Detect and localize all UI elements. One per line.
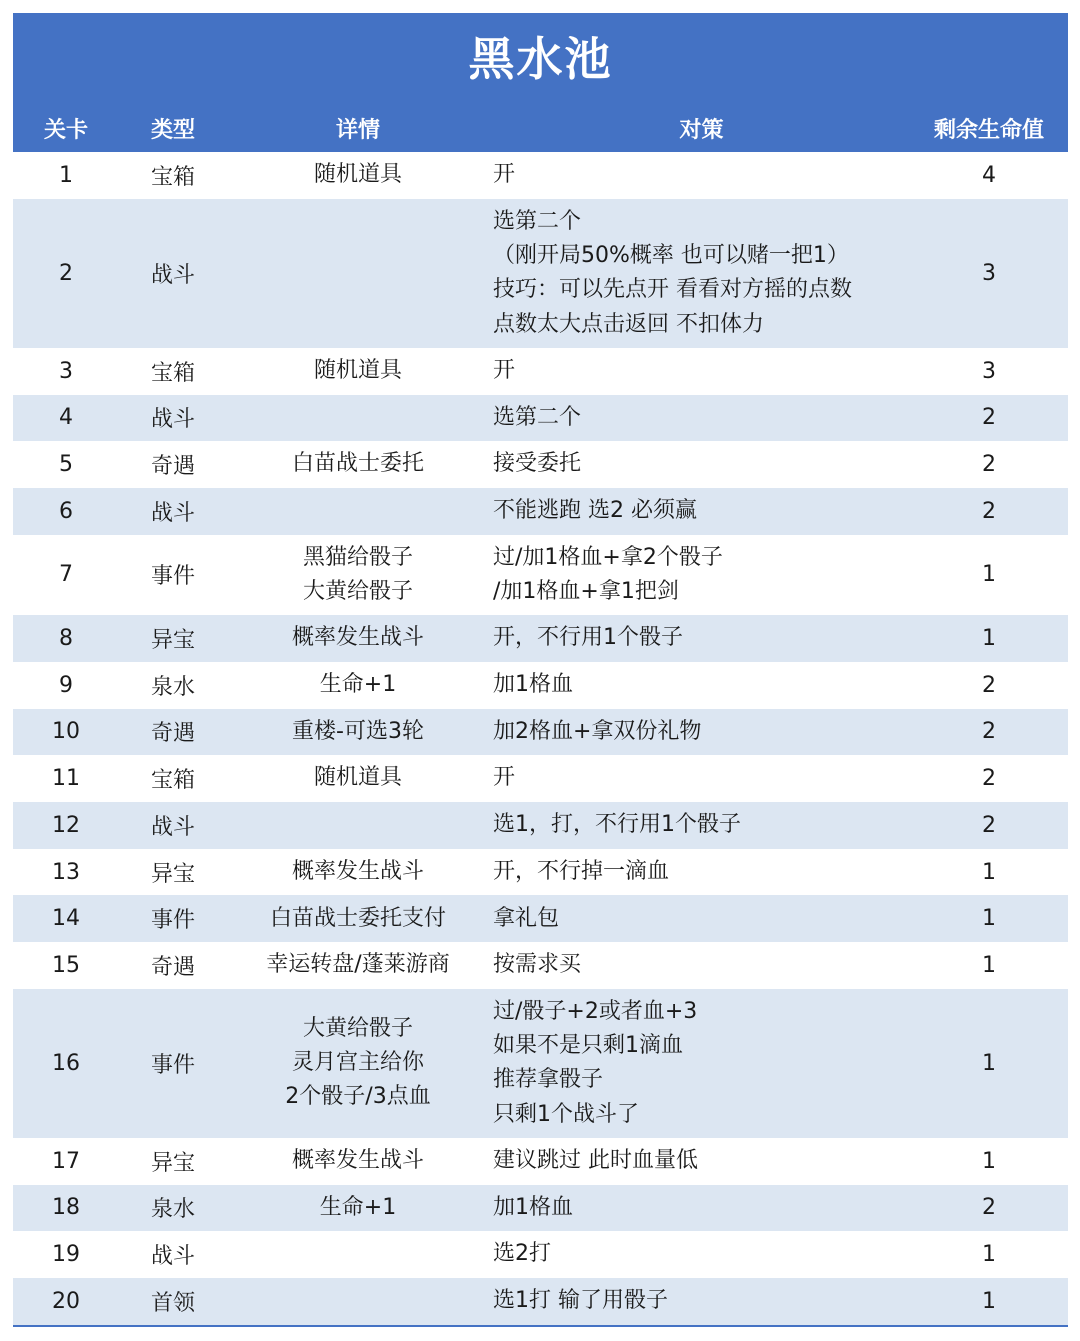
cell-plan bbox=[489, 662, 910, 709]
cell-plan bbox=[489, 1185, 910, 1232]
cell-plan bbox=[489, 802, 910, 849]
cell-level: 4 bbox=[59, 405, 73, 431]
cell-level: 5 bbox=[59, 452, 73, 478]
cell-hp: 3 bbox=[982, 358, 996, 384]
table-row bbox=[13, 942, 1068, 989]
cell-detail bbox=[227, 615, 489, 662]
plan-line: 选1，打，不行用1个骰子 bbox=[493, 812, 741, 838]
plan-line: 加2格血+拿双份礼物 bbox=[493, 718, 702, 744]
detail-line: 概率发生战斗 bbox=[291, 1148, 424, 1174]
plan-line: 技巧：可以先点开 看看对方摇的点数 bbox=[493, 277, 852, 303]
cell-detail bbox=[227, 895, 489, 942]
cell-plan bbox=[489, 1138, 910, 1185]
detail-line: 随机道具 bbox=[313, 765, 402, 791]
plan-line: 接受委托 bbox=[493, 451, 582, 477]
table-body bbox=[13, 152, 1068, 1325]
detail-line: 白苗战士委托 bbox=[291, 451, 424, 477]
header-detail: 详情 bbox=[335, 118, 380, 143]
cell-detail bbox=[227, 1231, 489, 1278]
plan-line: 按需求买 bbox=[493, 952, 582, 978]
header-hp: 剩余生命值 bbox=[933, 118, 1044, 143]
cell-hp: 1 bbox=[982, 562, 996, 588]
table-header bbox=[13, 105, 1068, 152]
header-type: 类型 bbox=[150, 118, 195, 143]
cell-plan bbox=[489, 535, 910, 616]
table-row bbox=[13, 152, 1068, 199]
cell-type: 奇遇 bbox=[150, 454, 195, 480]
detail-line: 幸运转盘/蓬莱游商 bbox=[266, 952, 450, 978]
cell-hp: 1 bbox=[982, 1242, 996, 1268]
cell-detail bbox=[227, 441, 489, 488]
cell-level: 16 bbox=[52, 1050, 80, 1076]
cell-plan bbox=[489, 989, 910, 1138]
cell-hp: 2 bbox=[982, 405, 996, 431]
detail-line: 重楼-可选3轮 bbox=[292, 718, 424, 744]
cell-plan bbox=[489, 199, 910, 348]
plan-line: 推荐拿骰子 bbox=[493, 1067, 604, 1093]
cell-level: 3 bbox=[59, 358, 73, 384]
plan-line: 点数太大点击返回 不扣体力 bbox=[493, 311, 764, 337]
detail-line: 大黄给骰子 bbox=[302, 1015, 413, 1041]
cell-detail bbox=[227, 802, 489, 849]
table-row bbox=[13, 755, 1068, 802]
table-row bbox=[13, 989, 1068, 1138]
plan-line: 不能逃跑 选2 必须赢 bbox=[493, 498, 697, 524]
cell-hp: 3 bbox=[982, 260, 996, 286]
cell-level: 1 bbox=[59, 162, 73, 188]
cell-detail bbox=[227, 662, 489, 709]
cell-detail bbox=[227, 199, 489, 348]
cell-hp: 2 bbox=[982, 452, 996, 478]
table-row bbox=[13, 802, 1068, 849]
cell-type: 宝箱 bbox=[150, 768, 195, 794]
cell-type: 宝箱 bbox=[150, 360, 195, 386]
cell-type: 异宝 bbox=[150, 1150, 195, 1176]
detail-line: 大黄给骰子 bbox=[302, 578, 413, 604]
cell-level: 8 bbox=[59, 626, 73, 652]
cell-hp: 1 bbox=[982, 906, 996, 932]
cell-type: 泉水 bbox=[150, 1197, 195, 1223]
detail-line: 2个骰子/3点血 bbox=[285, 1084, 431, 1110]
cell-hp: 1 bbox=[982, 952, 996, 978]
header-plan: 对策 bbox=[679, 118, 724, 143]
cell-detail bbox=[227, 709, 489, 756]
plan-line: /加1格血+拿1把剑 bbox=[493, 578, 679, 604]
table-row bbox=[13, 1185, 1068, 1232]
detail-line: 概率发生战斗 bbox=[291, 858, 424, 884]
cell-detail bbox=[227, 942, 489, 989]
cell-level: 11 bbox=[52, 766, 80, 792]
cell-plan bbox=[489, 709, 910, 756]
table-row bbox=[13, 895, 1068, 942]
strategy-table bbox=[13, 13, 1068, 1327]
cell-plan bbox=[489, 942, 910, 989]
cell-level: 17 bbox=[52, 1148, 80, 1174]
table-row bbox=[13, 348, 1068, 395]
cell-type: 异宝 bbox=[150, 628, 195, 654]
cell-type: 奇遇 bbox=[150, 954, 195, 980]
cell-level: 20 bbox=[52, 1288, 80, 1314]
detail-line: 生命+1 bbox=[319, 672, 397, 698]
table-row bbox=[13, 662, 1068, 709]
table-row bbox=[13, 1138, 1068, 1185]
header-level: 关卡 bbox=[43, 118, 88, 143]
cell-detail bbox=[227, 395, 489, 442]
plan-line: （刚开局50%概率 也可以赌一把1） bbox=[493, 242, 849, 268]
cell-level: 15 bbox=[52, 952, 80, 978]
cell-level: 18 bbox=[52, 1195, 80, 1221]
cell-detail bbox=[227, 1185, 489, 1232]
cell-level: 6 bbox=[59, 498, 73, 524]
cell-hp: 2 bbox=[982, 766, 996, 792]
table-row bbox=[13, 395, 1068, 442]
cell-type: 泉水 bbox=[150, 674, 195, 700]
cell-level: 12 bbox=[52, 812, 80, 838]
cell-plan bbox=[489, 895, 910, 942]
cell-detail bbox=[227, 849, 489, 896]
cell-plan bbox=[489, 1231, 910, 1278]
cell-type: 事件 bbox=[150, 908, 195, 934]
table-row bbox=[13, 199, 1068, 348]
plan-line: 开 bbox=[493, 765, 516, 791]
cell-plan bbox=[489, 755, 910, 802]
detail-line: 随机道具 bbox=[313, 162, 402, 188]
table-row bbox=[13, 1231, 1068, 1278]
cell-level: 13 bbox=[52, 859, 80, 885]
plan-line: 开 bbox=[493, 358, 516, 384]
cell-plan bbox=[489, 1278, 910, 1325]
cell-hp: 1 bbox=[982, 1148, 996, 1174]
cell-hp: 2 bbox=[982, 812, 996, 838]
cell-detail bbox=[227, 1138, 489, 1185]
cell-detail bbox=[227, 755, 489, 802]
detail-line: 生命+1 bbox=[319, 1194, 397, 1220]
cell-type: 宝箱 bbox=[150, 164, 195, 190]
table-row bbox=[13, 849, 1068, 896]
cell-level: 10 bbox=[52, 719, 80, 745]
cell-type: 战斗 bbox=[150, 407, 195, 433]
table-row bbox=[13, 535, 1068, 616]
table-row bbox=[13, 488, 1068, 535]
plan-line: 建议跳过 此时血量低 bbox=[493, 1148, 698, 1174]
cell-plan bbox=[489, 395, 910, 442]
bottom-rule bbox=[13, 1325, 1068, 1327]
cell-hp: 4 bbox=[982, 162, 996, 188]
cell-level: 19 bbox=[52, 1242, 80, 1268]
cell-hp: 1 bbox=[982, 859, 996, 885]
plan-line: 加1格血 bbox=[493, 672, 573, 698]
table-row bbox=[13, 709, 1068, 756]
cell-type: 战斗 bbox=[150, 500, 195, 526]
cell-type: 首领 bbox=[150, 1290, 195, 1316]
plan-line: 过/骰子+2或者血+3 bbox=[493, 998, 698, 1024]
cell-plan bbox=[489, 488, 910, 535]
plan-line: 开，不行用1个骰子 bbox=[493, 625, 683, 651]
plan-line: 选1打 输了用骰子 bbox=[493, 1288, 668, 1314]
cell-detail bbox=[227, 1278, 489, 1325]
cell-detail bbox=[227, 989, 489, 1138]
cell-detail bbox=[227, 348, 489, 395]
cell-plan bbox=[489, 152, 910, 199]
cell-hp: 2 bbox=[982, 719, 996, 745]
table-row bbox=[13, 1278, 1068, 1325]
cell-level: 7 bbox=[59, 562, 73, 588]
cell-detail bbox=[227, 488, 489, 535]
plan-line: 只剩1个战斗了 bbox=[493, 1101, 639, 1127]
plan-line: 开，不行掉一滴血 bbox=[493, 858, 670, 884]
plan-line: 加1格血 bbox=[493, 1194, 573, 1220]
plan-line: 选第二个 bbox=[493, 208, 582, 234]
cell-hp: 2 bbox=[982, 1195, 996, 1221]
cell-detail bbox=[227, 535, 489, 616]
detail-line: 白苗战士委托支付 bbox=[269, 905, 446, 931]
cell-type: 战斗 bbox=[150, 262, 195, 288]
cell-detail bbox=[227, 152, 489, 199]
plan-line: 选第二个 bbox=[493, 404, 582, 430]
cell-hp: 1 bbox=[982, 1050, 996, 1076]
table-title: 黑水池 bbox=[13, 13, 1068, 105]
cell-hp: 2 bbox=[982, 498, 996, 524]
cell-plan bbox=[489, 348, 910, 395]
cell-hp: 2 bbox=[982, 672, 996, 698]
cell-hp: 1 bbox=[982, 626, 996, 652]
cell-level: 2 bbox=[59, 260, 73, 286]
detail-line: 黑猫给骰子 bbox=[302, 544, 413, 570]
detail-line: 灵月宫主给你 bbox=[291, 1050, 424, 1076]
cell-plan bbox=[489, 441, 910, 488]
cell-type: 事件 bbox=[150, 1052, 195, 1078]
table-row bbox=[13, 441, 1068, 488]
cell-type: 战斗 bbox=[150, 814, 195, 840]
plan-line: 如果不是只剩1滴血 bbox=[493, 1033, 683, 1059]
detail-line: 随机道具 bbox=[313, 358, 402, 384]
plan-line: 开 bbox=[493, 162, 516, 188]
cell-plan bbox=[489, 849, 910, 896]
table-row bbox=[13, 615, 1068, 662]
cell-level: 14 bbox=[52, 906, 80, 932]
cell-level: 9 bbox=[59, 672, 73, 698]
cell-type: 事件 bbox=[150, 564, 195, 590]
cell-plan bbox=[489, 615, 910, 662]
plan-line: 过/加1格血+拿2个骰子 bbox=[493, 544, 723, 570]
plan-line: 选2打 bbox=[493, 1241, 551, 1267]
detail-line: 概率发生战斗 bbox=[291, 625, 424, 651]
cell-type: 战斗 bbox=[150, 1244, 195, 1270]
cell-type: 奇遇 bbox=[150, 721, 195, 747]
cell-hp: 1 bbox=[982, 1288, 996, 1314]
cell-type: 异宝 bbox=[150, 861, 195, 887]
plan-line: 拿礼包 bbox=[493, 905, 560, 931]
